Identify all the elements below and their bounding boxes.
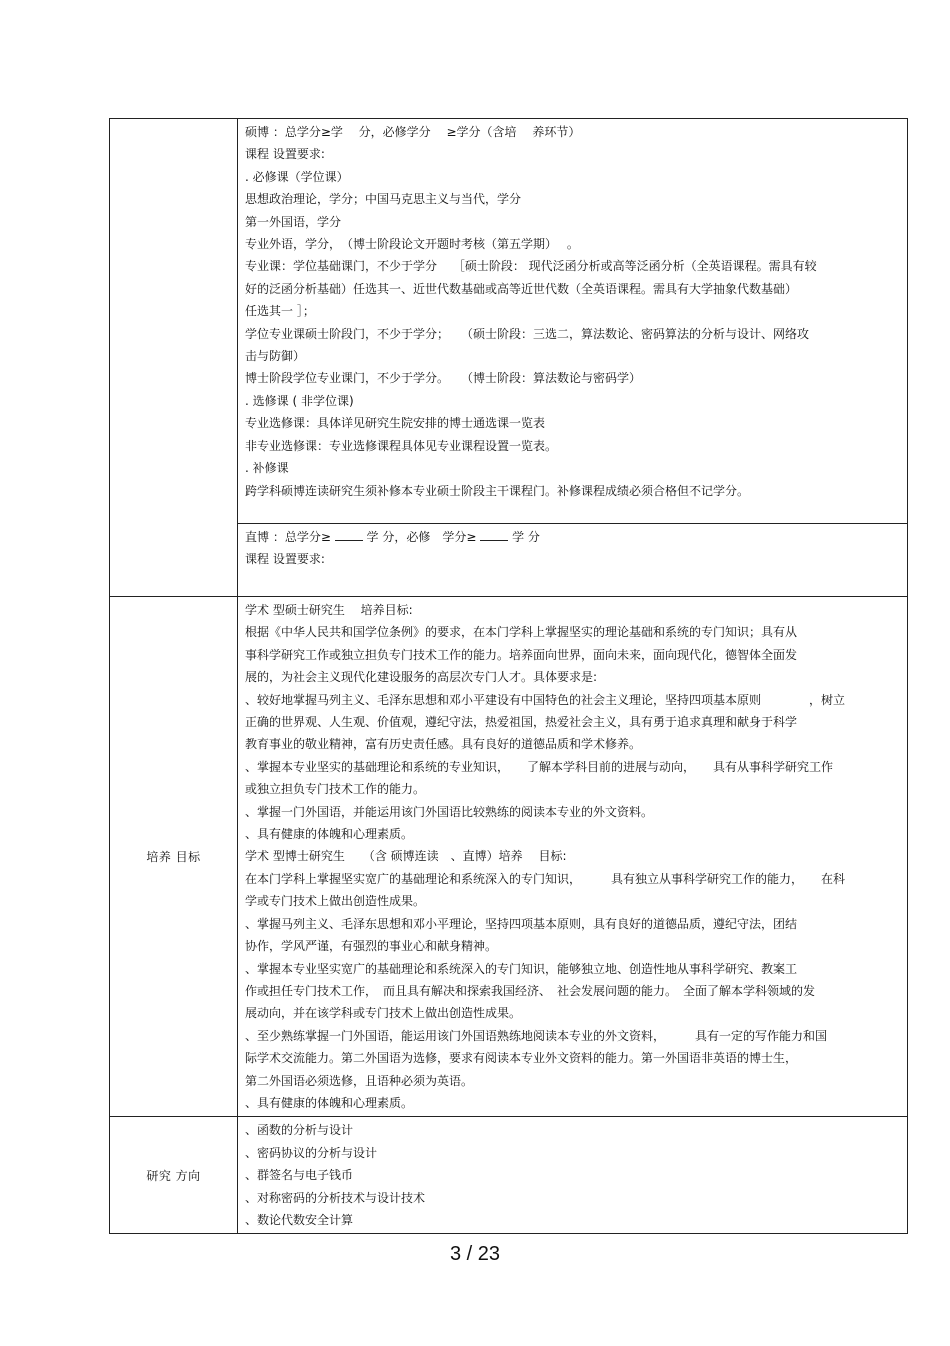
text-line: 课程 设置要求: [245,147,325,162]
text-line: 学术 型硕士研究生 培养目标: [245,603,413,617]
text-line: 第二外国语必须选修，且语种必须为英语。 [245,1073,474,1088]
zhibo-credits-line [245,526,901,548]
curriculum-cell [238,119,908,597]
text-line: 跨学科硕博连读研究生须补修本专业硕士阶段主干课程门。补修课程成绩必须合格但不记学分。 [245,483,750,498]
text-line: 硕博 ：总学分≥学 分，必修学分 ≥学分（含培 养环节） [245,125,581,139]
zhibo-section [238,523,907,594]
text-line: 作或担任专门技术工作， 而且具有解决和探索我国经济、 社会发展问题的能力。 全面了解本学科领域的发 [245,983,816,998]
row-label-curriculum [110,119,238,597]
row-label-research: 研究 方向 [110,1117,238,1234]
text-line: 第一外国语，学分 [245,214,342,229]
text-line: . 选修课 ( 非学位课) [245,393,354,408]
page-number: 3 / 23 [449,1243,501,1265]
text-line: 、具有健康的体魄和心理素质。 [245,1095,414,1110]
text-line: 专业选修课：具体详见研究生院安排的博士通选课一览表 [245,416,546,431]
table-row-goals [110,597,908,1117]
research-item: 、函数的分析与设计 [245,1123,354,1138]
research-cell [238,1117,908,1234]
text-line: 学或专门技术上做出创造性成果。 [245,894,426,909]
text-line: 、掌握一门外国语，并能运用该门外国语比较熟练的阅读本专业的外文资料。 [245,804,654,819]
zhibo-text-2: 学 分，必修 学分≥ [366,530,477,544]
text-line: 或独立担负专门技术工作的能力。 [245,782,426,797]
research-item: 、数论代数安全计算 [245,1212,354,1227]
text-line: 际学术交流能力。第二外国语为选修，要求有阅读本专业外文资料的能力。第一外国语非英语的博士生， [245,1051,798,1066]
row-label-goals: 培养 目标 [110,597,238,1117]
text-line: 非专业选修课：专业选修课程具体见专业课程设置一览表。 [245,438,558,453]
text-line: 、掌握本专业坚实的基础理论和系统的专业知识， 了解本学科目前的进展与动向， 具有从事科学研究工作 [245,759,834,774]
text-line: 博士阶段学位专业课门，不少于学分。 （博士阶段：算法数论与密码学） [245,371,642,386]
text-line: 专业外语，学分， （博士阶段论文开题时考核（第五学期） 。 [245,237,579,252]
text-line: 击与防御） [245,349,306,364]
table-row-research [110,1117,908,1234]
text-line: 学位专业课硕士阶段门，不少于学分； （硕士阶段：三选二，算法数论、密码算法的分析与设计、网络攻 [245,326,810,341]
text-line: 专业课：学位基础课门，不少于学分 ［硕士阶段： 现代泛函分析或高等泛函分析（全英语课程。需具有较 [245,259,817,274]
text-line: 、至少熟练掌握一门外国语，能运用该门外国语熟练地阅读本专业的外文资料， 具有一定的写作能力和国 [245,1028,828,1043]
text-line: 在本门学科上掌握坚实宽广的基础理论和系统深入的专门知识， 具有独立从事科学研究工作的能力， 在科 [245,871,846,886]
zhibo-text-1: 直博 ：总学分≥ [245,530,331,544]
text-line: 、掌握本专业坚实宽广的基础理论和系统深入的专门知识，能够独立地、创造性地从事科学研究、教案工 [245,961,798,976]
research-item: 、群签名与电子钱币 [245,1168,354,1183]
blank-underline [480,530,508,541]
text-line: 学术 型博士研究生 （含 硕博连读 、直博）培养 目标: [245,849,567,864]
text-line: 任选其一 ］； [245,304,315,319]
goals-cell [238,597,908,1117]
shuobo-section [245,121,901,523]
text-line: 展动向，并在该学科或专门技术上做出创造性成果。 [245,1006,522,1021]
blank-underline [335,530,363,541]
text-line: . 必修课（学位课） [245,169,349,184]
text-line: 教育事业的敬业精神，富有历史责任感。具有良好的道德品质和学术修养。 [245,737,642,752]
text-line: 展的，为社会主义现代化建设服务的高层次专门人才。具体要求是: [245,670,598,685]
text-line: 思想政治理论，学分；中国马克思主义与当代，学分 [245,192,522,207]
program-table [109,118,908,1234]
research-item: 、对称密码的分析技术与设计技术 [245,1190,426,1205]
table-row-curriculum [110,119,908,597]
zhibo-text-3: 学 分 [512,530,540,544]
text-line: 、较好地掌握马列主义、毛泽东思想和邓小平建设有中国特色的社会主义理论，坚持四项基本原则 ，树立 [245,692,846,707]
text-line: 、掌握马列主义、毛泽东思想和邓小平理论，坚持四项基本原则，具有良好的道德品质，遵纪守法，团结 [245,916,798,931]
research-item: 、密码协议的分析与设计 [245,1145,378,1160]
text-line: 协作，学风严谨，有强烈的事业心和献身精神。 [245,939,498,954]
text-line: 、具有健康的体魄和心理素质。 [245,827,414,842]
text-line: 好的泛函分析基础）任选其一、近世代数基础或高等近世代数（全英语课程。需具有大学抽象代数基础） [245,281,798,296]
text-line: . 补修课 [245,461,289,476]
text-line: 正确的世界观、人生观、价值观，遵纪守法，热爱祖国，热爱社会主义，具有勇于追求真理和献身于科学 [245,715,798,730]
text-line: 根据《中华人民共和国学位条例》的要求，在本门学科上掌握坚实的理论基础和系统的专门知识；具有从 [245,625,798,640]
text-line: 事科学研究工作或独立担负专门技术工作的能力。培养面向世界，面向未来，面向现代化，德智体全面发 [245,647,798,662]
zhibo-course-req: 课程 设置要求: [245,552,325,567]
